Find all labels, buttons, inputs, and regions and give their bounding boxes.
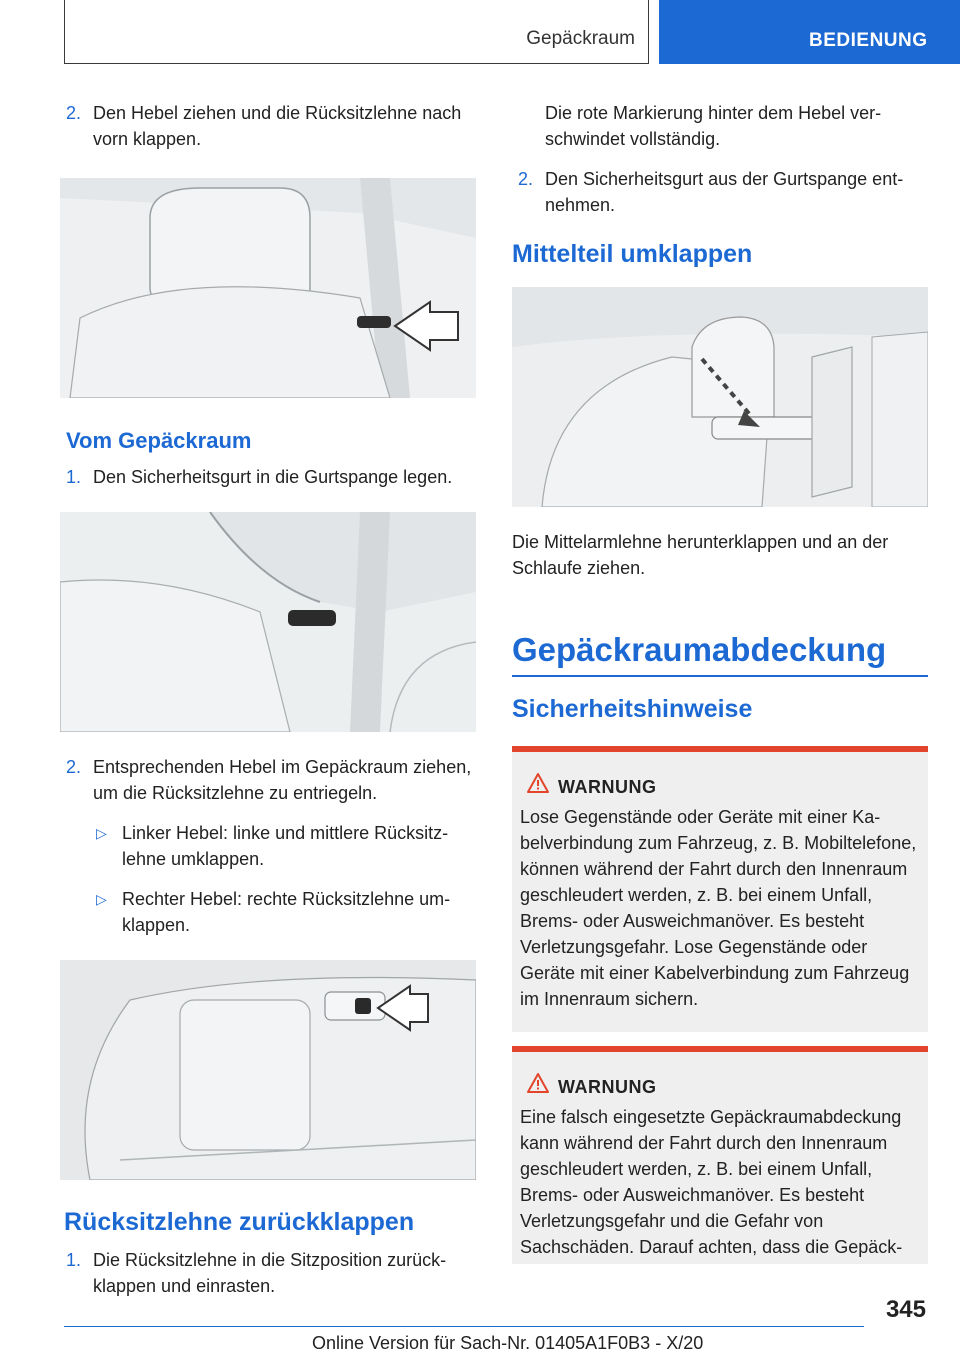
warning-title (558, 774, 920, 800)
warning-title (558, 1074, 920, 1100)
bullet-text: Rechter Hebel: rechte Rücksitzlehne umklappen. (122, 889, 451, 935)
warning-triangle-icon (526, 1072, 550, 1094)
warning-triangle-icon (526, 772, 550, 794)
list-number: 2. (66, 757, 82, 777)
list-item (60, 1247, 476, 1299)
triangle-bullet-icon: ▷ (96, 825, 107, 841)
header-chapter-tab: BEDIENUNG (659, 0, 960, 64)
bullet-item (60, 886, 476, 938)
list-item (60, 754, 476, 806)
list-number: 1. (66, 467, 82, 487)
list-number: 2. (518, 169, 534, 189)
list-text: Entsprechenden Hebel im Gepäckraum ziehen, um die Rücksitzlehne zu entriegeln. (93, 757, 472, 803)
bullet-item (60, 820, 476, 872)
list-text: Die Rücksitzlehne in die Sitzposition zurückklappen und einrasten. (93, 1250, 447, 1296)
list-number: 2. (66, 103, 82, 123)
figure-trunk-lever (60, 960, 476, 1180)
illustration-armrest (512, 287, 928, 507)
warning-title-text: WARNUNG (558, 1077, 657, 1097)
list-text: Den Sicherheitsgurt aus der Gurtspange entnehmen. (545, 169, 904, 215)
warning-title-text: WARNUNG (558, 777, 657, 797)
header-section-title: Gepäckraum (526, 28, 635, 49)
list-text: Die rote Markierung hinter dem Hebel verschwindet vollständig. (545, 103, 882, 149)
chapter-title-gepaeckraumabdeckung: Gepäckraumabdeckung (512, 631, 928, 677)
page-number: 345 (885, 1296, 926, 1323)
illustration-trunk (60, 960, 476, 1180)
warning-box (512, 1046, 928, 1264)
bullet-text: Linker Hebel: linke und mittlere Rücksitzlehne umklappen. (122, 823, 449, 869)
footer-divider (64, 1326, 864, 1327)
section-title-mittelteil: Mittelteil umklappen (512, 240, 753, 268)
illustration-seat-headrest (60, 178, 476, 398)
list-item (60, 100, 476, 152)
illustration-belt-clip (60, 512, 476, 732)
list-item-continued (512, 100, 928, 152)
figure-center-armrest (512, 287, 928, 507)
figure-belt-buckle (60, 512, 476, 732)
figure-rear-seat-lever (60, 178, 476, 398)
list-number: 1. (66, 1250, 82, 1270)
paragraph: Die Mittelarmlehne herunterklappen und an der Schlaufe ziehen. (512, 532, 889, 578)
section-title-zurueckklappen: Rücksitzlehne zurückklappen (64, 1208, 415, 1236)
left-column (60, 100, 476, 1313)
warning-box (512, 746, 928, 1032)
footer-text: Online Version für Sach-Nr. 01405A1F0B3 - X/20 (312, 1333, 704, 1353)
warning-text: Lose Gegenstände oder Geräte mit einer Kabelverbindung zum Fahrzeug, z. B. Mobiltelefone, können während der Fahrt durch den Innenraum geschleudert werden, z. B. bei einem Unfall, Brems- oder Ausweichmanöver. Es besteht Verletzungsgefahr. Lose Gegenstände oder Geräte mit einer Kabelverbindung zum Fahrzeug im Innenraum sichern. (520, 807, 917, 1009)
list-item (512, 166, 928, 218)
subsection-title-vom-gepaeckraum: Vom Gepäckraum (66, 428, 252, 453)
triangle-bullet-icon: ▷ (96, 891, 107, 907)
right-column (512, 100, 928, 1276)
list-text: Den Sicherheitsgurt in die Gurtspange legen. (93, 467, 453, 487)
list-text: Den Hebel ziehen und die Rücksitzlehne nach vorn klappen. (93, 103, 462, 149)
warning-text: Eine falsch eingesetzte Gepäckraumabdeckung kann während der Fahrt durch den Innenraum geschleudert werden, z. B. bei einem Unfall, Brems- oder Ausweichmanöver. Es besteht Verletzungsgefahr und die Gefahr von Sachschäden. Darauf achten, dass die Gepäck- (520, 1107, 903, 1257)
list-item (60, 464, 476, 490)
section-title-sicherheitshinweise: Sicherheitshinweise (512, 695, 753, 723)
